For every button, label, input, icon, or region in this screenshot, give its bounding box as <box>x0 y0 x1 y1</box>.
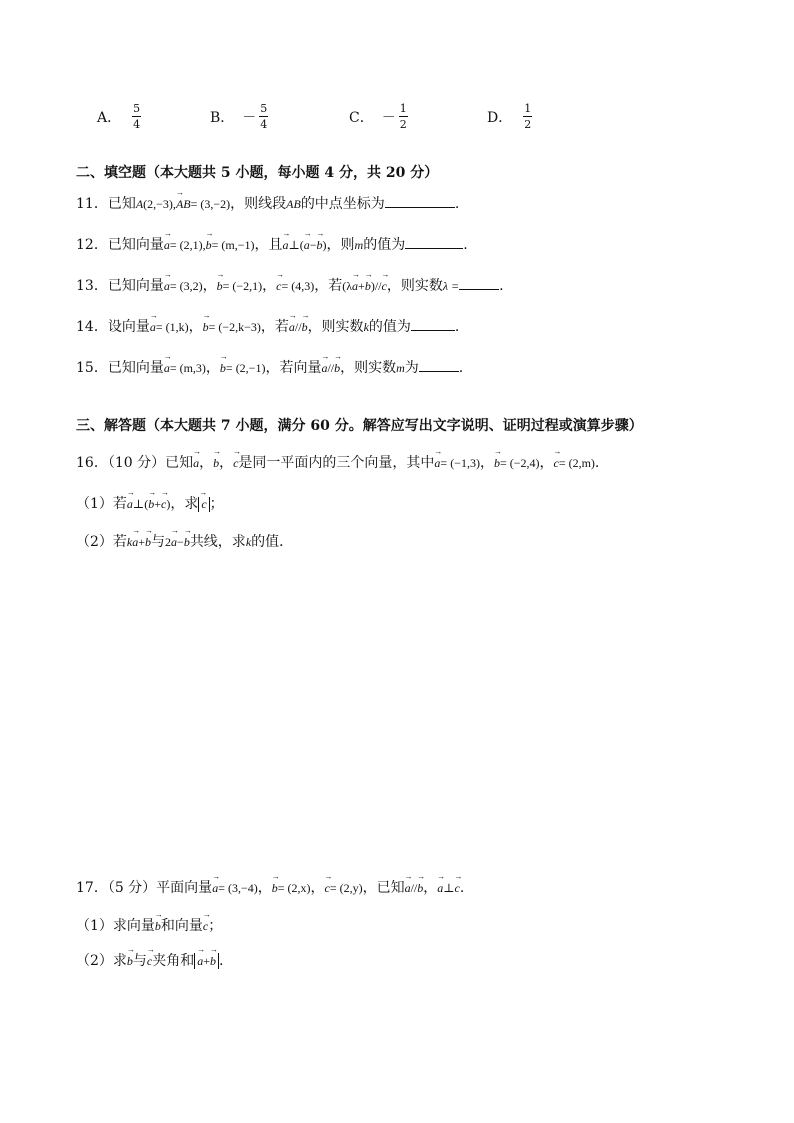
point-a: A <box>135 197 144 211</box>
math: = (2,−1) <box>225 361 266 375</box>
vector-c: → c <box>161 497 166 512</box>
math: = (−2,4) <box>499 456 540 470</box>
math: = (1,k) <box>155 320 189 334</box>
choice-fraction <box>132 102 141 131</box>
text: ， <box>205 360 220 376</box>
text: 的中点坐标为 <box>300 196 385 212</box>
math: (λ <box>342 279 353 293</box>
question-number: 17． <box>76 880 108 896</box>
question-16-part-2 <box>76 531 293 551</box>
vector-b: → b <box>220 361 226 376</box>
vector-a: → a <box>212 881 218 896</box>
math: + <box>358 279 365 293</box>
text: ，已知 <box>362 880 405 896</box>
text: . <box>499 278 504 294</box>
denominator: 2 <box>524 118 532 131</box>
text: ； <box>209 496 224 512</box>
answer-blank[interactable] <box>405 236 463 249</box>
question-17-part-1 <box>76 915 222 935</box>
segment-ab: AB <box>286 197 301 211</box>
math: 2 <box>165 535 172 549</box>
math: = (3,−4) <box>218 881 258 895</box>
vector-c: → c <box>455 881 460 896</box>
text: 夹角和 <box>152 953 195 969</box>
math: // <box>327 361 335 375</box>
vector-a: → a <box>437 881 443 896</box>
text: ，若 <box>314 278 343 294</box>
text: ，则实数 <box>340 360 397 376</box>
vector-b: → b <box>317 238 323 253</box>
math: )// <box>370 279 382 293</box>
text: ，求 <box>170 496 199 512</box>
question-16 <box>76 452 599 472</box>
math: = (−2,1) <box>222 279 263 293</box>
vector-a: → a <box>197 954 203 969</box>
magnitude-c: → c <box>198 497 209 512</box>
text: 是同一平面内的三个向量，其中 <box>238 455 435 471</box>
text: 已知向量 <box>107 278 164 294</box>
text: 和向量 <box>160 918 203 934</box>
text: 与 <box>151 534 166 550</box>
text: ，若 <box>260 319 289 335</box>
math: − <box>177 535 184 549</box>
vector-a: → a <box>405 881 411 896</box>
text: ； <box>208 918 223 934</box>
text: 为 <box>404 360 419 376</box>
vector-b: → b <box>217 279 223 294</box>
math: ) <box>322 238 327 252</box>
question-number: 16． <box>76 455 108 471</box>
vector-ab: → AB <box>176 197 191 212</box>
vector-b: → b <box>148 497 154 512</box>
text: （10 分）已知 <box>107 455 194 471</box>
vector-b: → b <box>155 919 161 934</box>
math: (2,−3), <box>143 197 176 211</box>
vector-b: → b <box>272 881 278 896</box>
section-2-title: 二、填空题（本大题共 5 小题，每小题 4 分，共 20 分） <box>76 165 439 181</box>
vector-c: → c <box>553 456 558 471</box>
text: 设向量 <box>107 319 150 335</box>
vector-b: → b <box>213 456 219 471</box>
text: 与 <box>132 953 147 969</box>
choice-fraction <box>259 102 268 131</box>
text: （5 分）平面向量 <box>107 880 213 896</box>
question-number: 15． <box>76 360 108 376</box>
math: + <box>203 954 211 968</box>
text: ， <box>479 455 494 471</box>
vector-b: → b <box>334 361 340 376</box>
math: = (−2,k−3) <box>208 320 261 334</box>
text: . <box>454 196 460 212</box>
math: ⊥( <box>132 497 149 511</box>
math: = (m,−1) <box>211 238 255 252</box>
math: = (2,m) <box>558 456 595 470</box>
var-m: m <box>354 238 364 252</box>
text: ， <box>219 455 234 471</box>
text: ， <box>202 278 217 294</box>
vector-a: → a <box>164 238 170 253</box>
numerator: 5 <box>260 102 268 115</box>
var-k: k <box>126 535 133 549</box>
choice-sign: － <box>381 109 396 126</box>
math: ⊥ <box>443 881 455 895</box>
math: = (3,−2) <box>190 197 231 211</box>
answer-blank[interactable] <box>459 277 499 290</box>
text: 的值为 <box>368 319 411 335</box>
numerator: 1 <box>524 102 532 115</box>
question-number: 11． <box>76 196 108 212</box>
answer-blank[interactable] <box>411 318 455 331</box>
choice-fraction <box>399 102 408 131</box>
text: ，则实数 <box>386 278 443 294</box>
question-12 <box>76 234 468 254</box>
choice-fraction <box>523 102 532 131</box>
question-number: 14． <box>76 319 108 335</box>
var-m: m <box>396 361 405 375</box>
answer-blank[interactable] <box>419 359 459 372</box>
vector-b: → b <box>145 535 151 550</box>
question-17 <box>76 877 464 897</box>
text: . <box>459 880 465 896</box>
vector-b: → b <box>417 881 423 896</box>
vector-a: → a <box>289 320 295 335</box>
text: ，则实数 <box>307 319 364 335</box>
vector-b: → b <box>203 320 209 335</box>
math: − <box>309 238 317 252</box>
choice-label: D． <box>487 109 513 126</box>
text: ， <box>262 278 277 294</box>
question-17-part-2 <box>76 950 223 970</box>
vector-a: → a <box>127 497 133 512</box>
math: + <box>154 497 161 511</box>
vector-a: → a <box>304 238 310 253</box>
vector-c: → c <box>147 954 152 969</box>
question-14 <box>76 316 459 336</box>
part-label: （1）求向量 <box>76 918 155 934</box>
vector-a: → a <box>150 320 156 335</box>
choice-label: C． <box>349 109 374 126</box>
math: = (2,y) <box>329 881 363 895</box>
vector-a: → a <box>164 279 170 294</box>
text: 的值． <box>251 534 294 550</box>
vector-a: → a <box>282 238 288 253</box>
math: ) <box>166 497 171 511</box>
text: ， <box>199 455 214 471</box>
text: ， <box>188 319 203 335</box>
vector-a: → a <box>193 456 199 471</box>
text: 已知向量 <box>107 360 164 376</box>
math: = (−1,3) <box>440 456 480 470</box>
vector-c: → c <box>203 919 208 934</box>
text: . <box>458 360 464 376</box>
math: ⊥( <box>288 238 304 252</box>
question-number: 13． <box>76 278 108 294</box>
vector-a: → a <box>164 361 170 376</box>
question-11 <box>76 193 459 213</box>
text: 共线，求 <box>189 534 246 550</box>
part-label: （1）若 <box>76 496 127 512</box>
math: // <box>410 881 418 895</box>
choice-label: A． <box>97 109 122 126</box>
choice-label: B． <box>210 109 235 126</box>
vector-c: → c <box>382 279 387 294</box>
var-k: k <box>245 535 252 549</box>
vector-b: → b <box>206 238 212 253</box>
text: . <box>219 953 224 969</box>
denominator: 2 <box>399 118 407 131</box>
text: 的值为 <box>363 237 406 253</box>
text: ， <box>257 880 272 896</box>
var-lambda: λ = <box>442 279 460 293</box>
choice-sign: － <box>242 109 257 126</box>
choice-b <box>210 102 268 131</box>
denominator: 4 <box>260 118 268 131</box>
part-label: （2）求 <box>76 953 127 969</box>
text: . <box>594 455 600 471</box>
vector-a: → a <box>434 456 440 471</box>
question-number: 12． <box>76 237 108 253</box>
math: // <box>294 320 302 334</box>
text: ，若向量 <box>265 360 322 376</box>
text: ， <box>310 880 325 896</box>
vector-c: → c <box>233 456 238 471</box>
answer-blank[interactable] <box>385 195 455 208</box>
vector-a: → a <box>171 535 177 550</box>
choice-a <box>97 102 141 131</box>
math: = (m,3) <box>169 361 206 375</box>
vector-b: → b <box>494 456 500 471</box>
vector-b: → b <box>365 279 371 294</box>
math: = (2,1), <box>169 238 206 252</box>
choice-d <box>487 102 532 131</box>
text: ，且 <box>254 237 283 253</box>
numerator: 1 <box>399 102 407 115</box>
vector-c: → c <box>324 881 329 896</box>
text: ，则线段 <box>230 196 287 212</box>
var-k: k <box>363 320 369 334</box>
vector-b: → b <box>210 954 216 969</box>
vector-b: → b <box>302 320 308 335</box>
text: . <box>454 319 460 335</box>
vector-a: → a <box>321 361 327 376</box>
vector-c: → c <box>276 279 281 294</box>
question-15 <box>76 357 463 377</box>
text: ，则 <box>326 237 355 253</box>
text: ， <box>539 455 554 471</box>
denominator: 4 <box>133 118 141 131</box>
math: = (4,3) <box>281 279 315 293</box>
choice-c <box>349 102 408 131</box>
section-3-title: 三、解答题（本大题共 7 小题，满分 60 分。解答应写出文字说明、证明过程或演算步骤） <box>76 418 643 434</box>
text: 已知 <box>107 196 136 212</box>
vector-b: → b <box>127 954 133 969</box>
vector-a: → a <box>352 279 358 294</box>
vector-b: → b <box>184 535 190 550</box>
question-16-part-1 <box>76 493 224 513</box>
math: = (2,x) <box>277 881 311 895</box>
text: 已知向量 <box>107 237 164 253</box>
question-13 <box>76 275 504 295</box>
math: = (3,2) <box>169 279 203 293</box>
magnitude-a-plus-b <box>194 953 219 969</box>
numerator: 5 <box>133 102 141 115</box>
text: . <box>463 237 468 253</box>
part-label: （2）若 <box>76 534 127 550</box>
math: + <box>138 535 146 549</box>
text: ， <box>423 880 438 896</box>
vector-a: → a <box>132 535 138 550</box>
